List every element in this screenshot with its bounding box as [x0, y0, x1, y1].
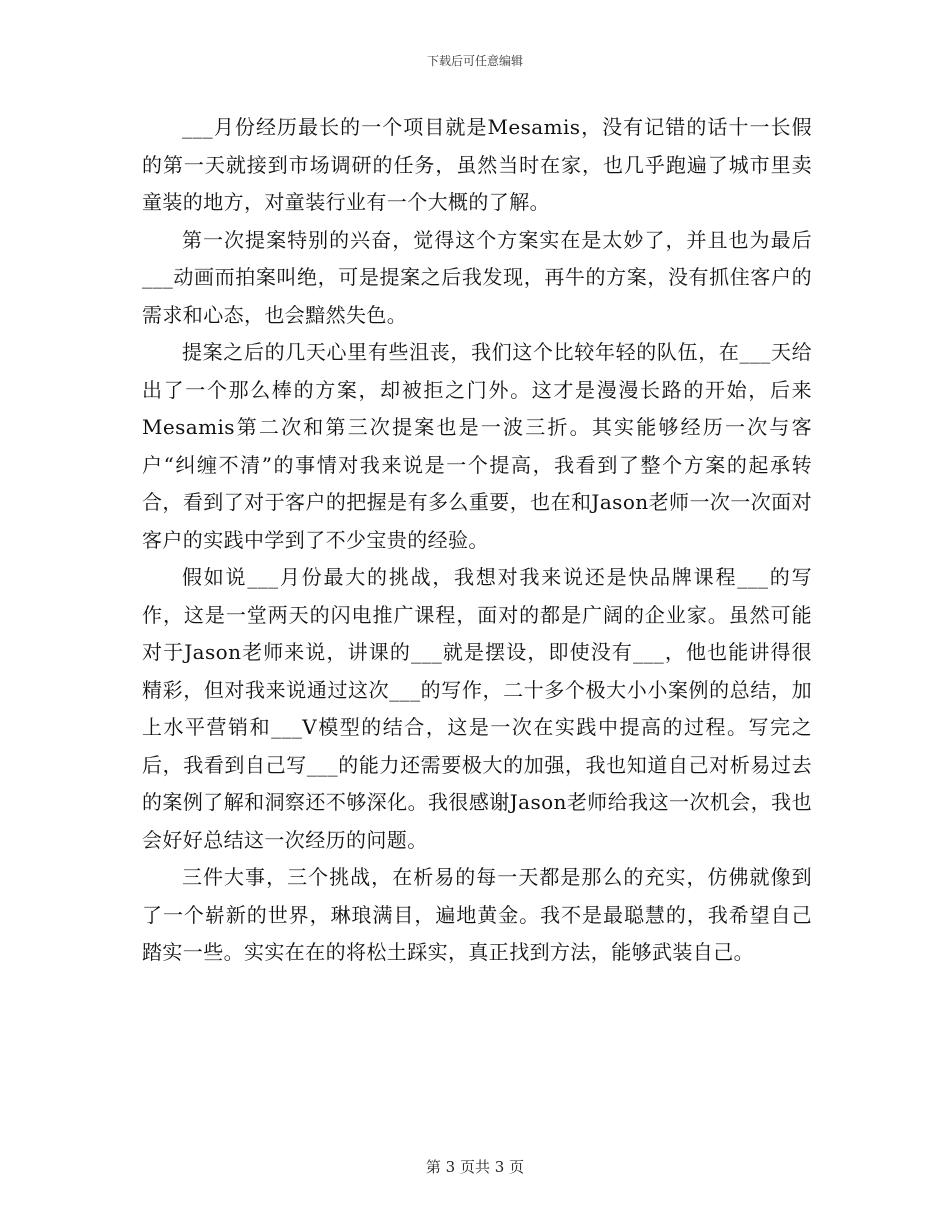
document-body — [142, 109, 812, 972]
paragraph-5: 三件大事，三个挑战，在析易的每一天都是那么的充实，仿佛就像到了一个崭新的世界，琳琅满目，遍地黄金。我不是最聪慧的，我希望自己踏实一些。实实在在的将松土踩实，真正找到方法，能够武装自己。 — [142, 865, 812, 964]
paragraph-3: 提案之后的几天心里有些沮丧，我们这个比较年轻的队伍，在___天给出了一个那么棒的方案，却被拒之门外。这才是漫漫长路的开始，后来Mesamis第二次和第三次提案也是一波三折。其实能够经历一次与客户“纠缠不清”的事情对我来说是一个提高，我看到了整个方案的起承转合，看到了对于客户的把握是有多么重要，也在和Jason老师一次一次面对客户的实践中学到了不少宝贵的经验。 — [142, 340, 812, 552]
paragraph-2: 第一次提案特别的兴奋，觉得这个方案实在是太妙了，并且也为最后___动画而拍案叫绝，可是提案之后我发现，再牛的方案，没有抓住客户的需求和心态，也会黯然失色。 — [142, 227, 812, 327]
paragraph-4: 假如说___月份最大的挑战，我想对我来说还是快品牌课程___的写作，这是一堂两天的闪电推广课程，面对的都是广阔的企业家。虽然可能对于Jason老师来说，讲课的___就是摆设，即使没有___，他也能讲得很精彩，但对我来说通过这次___的写作，二十多个极大小小案例的总结，加上水平营销和___V模型的结合，这是一次在实践中提高的过程。写完之后，我看到自己写___的能力还需要极大的加强，我也知道自己对析易过去的案例了解和洞察还不够深化。我很感谢Jason老师给我这一次机会，我也会好好总结这一次经历的问题。 — [142, 565, 812, 852]
page-header: 下载后可任意编辑 — [426, 54, 523, 68]
paragraph-1: ___月份经历最长的一个项目就是Mesamis，没有记错的话十一长假的第一天就接到市场调研的任务，虽然当时在家，也几乎跑遍了城市里卖童装的地方，对童装行业有一个大概的了解。 — [142, 115, 812, 214]
page-number: 第 3 页共 3 页 — [425, 1158, 525, 1176]
